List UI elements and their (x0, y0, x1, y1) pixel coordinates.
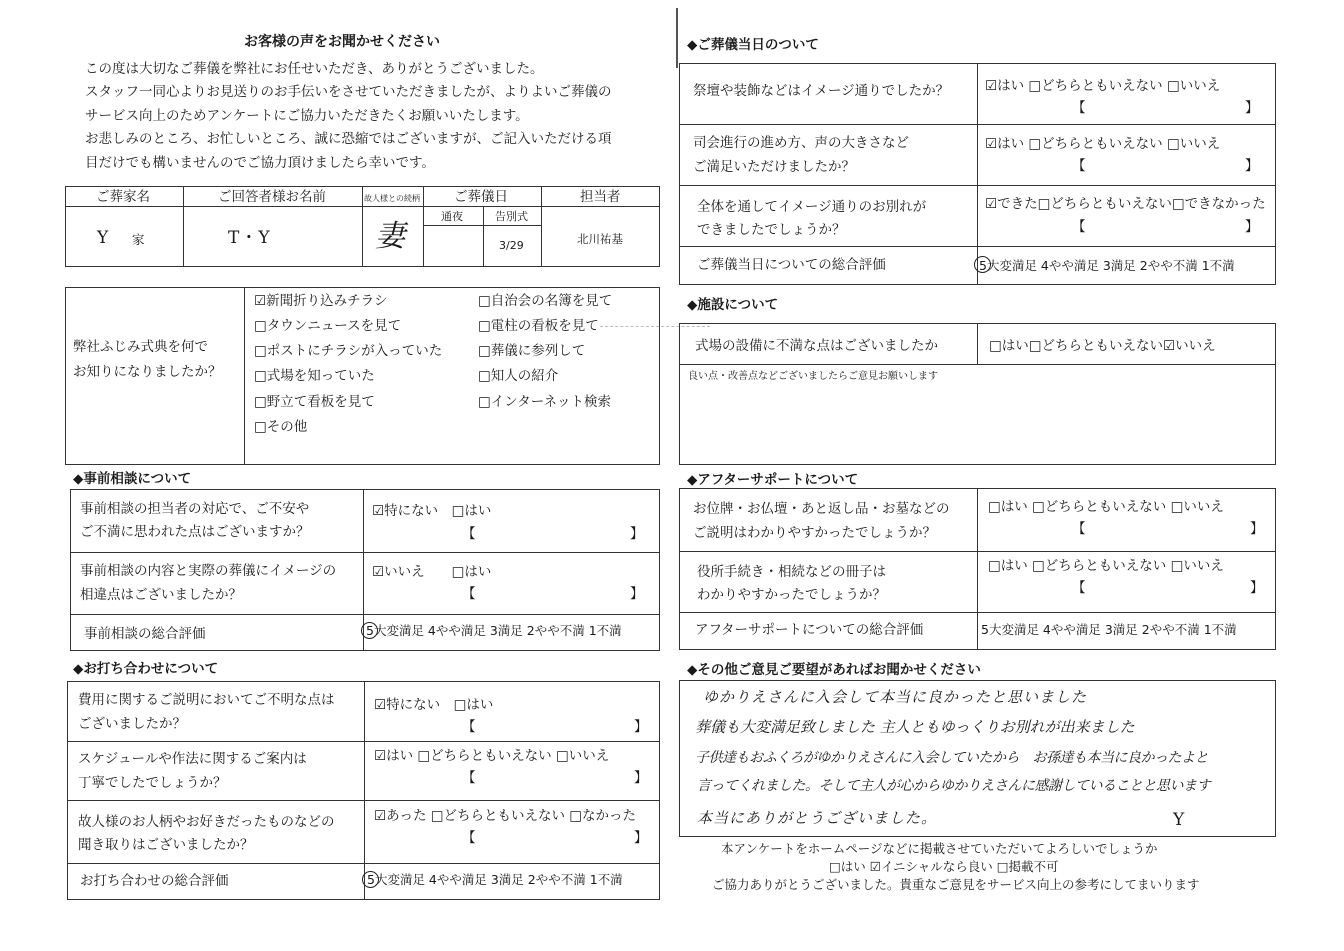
bracket-open: 【 (462, 586, 476, 602)
bracket-open: 【 (462, 526, 476, 542)
intro-line: 目だけでも構いませんのでご協力頂けましたら幸いです。 (85, 155, 435, 171)
source-option[interactable]: □知人の紹介 (478, 368, 559, 384)
publish-question: 本アンケートをホームページなどに掲載させていただいてよろしいでしょうか (721, 841, 1158, 856)
bracket-close: 】 (634, 719, 648, 735)
bracket-open: 【 (1072, 100, 1086, 116)
thanks-note: ご協力ありがとうございました。貴重なご意見をサービス向上の参考にしてまいります (712, 877, 1200, 892)
handwritten-comment: 子供達もおふくろがゆかりえさんに入会していたから お孫達も本当に良かったよと (695, 750, 1208, 766)
source-question: お知りになりましたか？ (73, 364, 222, 380)
source-option[interactable]: ☑新聞折り込みチラシ (254, 293, 388, 309)
after-heading: ◆アフターサポートについて (687, 472, 859, 488)
bracket-close: 】 (1250, 580, 1264, 596)
bracket-open: 【 (462, 719, 476, 735)
after-q3-answer[interactable]: 5大変満足 4やや満足 3満足 2やや不満 1不満 (981, 622, 1237, 637)
bracket-close: 】 (630, 526, 644, 542)
consult-heading: ◆事前相談について (73, 471, 192, 487)
facility-note: 良い点・改善点などございましたらご意見お願いします (688, 371, 938, 382)
farewell-header: 告別式 (495, 210, 528, 223)
wake-header: 通夜 (441, 210, 463, 223)
day-q1: 祭壇や装飾などはイメージ通りでしたか？ (693, 83, 950, 99)
bracket-close: 】 (1250, 521, 1264, 537)
consult-q3-answer[interactable]: 5大変満足 4やや満足 3満足 2やや不満 1不満 (366, 623, 622, 638)
intro-line: サービス向上のためアンケートにご協力いただきたくお願いいたします。 (85, 108, 529, 124)
relation-header: 故人様との続柄 (364, 194, 420, 203)
bracket-open: 【 (462, 770, 476, 786)
facility-q1: 式場の設備に不満な点はございましたか (695, 338, 938, 354)
family-name-value: Y (97, 228, 110, 248)
after-q2: 役所手続き・相続などの冊子は (697, 564, 886, 580)
after-q2-answer[interactable]: □はい □どちらともいえない □いいえ (988, 558, 1224, 574)
staff-value: 北川祐基 (577, 232, 623, 246)
day-q3: できましたでしょうか？ (697, 222, 846, 238)
bracket-close: 】 (634, 830, 648, 846)
consult-q1: ご不満に思われた点はございますか？ (80, 524, 310, 540)
survey-title: お客様の声をお聞かせください (244, 34, 440, 50)
day-q2: 司会進行の進め方、声の大きさなど (693, 135, 909, 151)
source-option[interactable]: □インターネット検索 (478, 394, 612, 410)
consult-q3: 事前相談の総合評価 (84, 626, 206, 642)
day-q1-answer[interactable]: ☑はい □どちらともいえない □いいえ (985, 78, 1221, 94)
meeting-q2-answer[interactable]: ☑はい □どちらともいえない □いいえ (374, 748, 610, 764)
source-option[interactable]: □タウンニュースを見て (254, 318, 402, 334)
day-q2-answer[interactable]: ☑はい □どちらともいえない □いいえ (985, 136, 1221, 152)
bracket-close: 】 (1245, 158, 1259, 174)
meeting-q4-answer[interactable]: 5大変満足 4やや満足 3満足 2やや不満 1不満 (367, 872, 623, 887)
meeting-q1: 費用に関するご説明においてご不明な点は (78, 692, 335, 708)
meeting-q1-answer[interactable]: ☑特にない □はい (374, 697, 494, 713)
after-q1: お位牌・お仏壇・あと返し品・お墓などの (693, 501, 950, 517)
consult-q2: 相違点はございましたか？ (80, 587, 242, 603)
day-q2: ご満足いただけましたか？ (693, 159, 855, 175)
bracket-close: 】 (1245, 219, 1259, 235)
bracket-open: 【 (1072, 219, 1086, 235)
bracket-open: 【 (462, 830, 476, 846)
bracket-open: 【 (1072, 580, 1086, 596)
after-q3: アフターサポートについての総合評価 (695, 622, 924, 638)
consult-q2: 事前相談の内容と実際の葬儀にイメージの (80, 563, 337, 579)
bracket-close: 】 (634, 770, 648, 786)
source-option[interactable]: □電柱の看板を見て (478, 318, 599, 334)
source-option[interactable]: □ポストにチラシが入っていた (254, 343, 443, 359)
meeting-q2: 丁寧でしたでしょうか？ (78, 775, 227, 791)
after-q1-answer[interactable]: □はい □どちらともいえない □いいえ (988, 499, 1224, 515)
farewell-value: 3/29 (499, 239, 524, 252)
source-option[interactable]: □葬儀に参列して (478, 343, 586, 359)
handwritten-comment: 葬儀も大変満足致しました 主人ともゆっくりお別れが出来ました (695, 718, 1135, 736)
respondent-header: ご回答者様お名前 (218, 189, 326, 205)
meeting-q3: 聞き取りはございましたか？ (78, 837, 254, 853)
intro-line: お悲しみのところ、お忙しいところ、誠に恐縮ではございますが、ご記入いただける項 (85, 131, 612, 147)
after-q1: ご説明はわかりやすかったでしょうか？ (693, 525, 936, 541)
family-name-suffix: 家 (132, 232, 145, 247)
source-option[interactable]: □その他 (254, 419, 308, 435)
consult-q1: 事前相談の担当者の対応で、ご不安や (80, 501, 310, 517)
meeting-q4: お打ち合わせの総合評価 (80, 873, 229, 889)
bracket-close: 】 (630, 586, 644, 602)
other-heading: ◆その他ご意見ご要望があればお聞かせください (687, 662, 981, 678)
meeting-q3-answer[interactable]: ☑あった □どちらともいえない □なかった (374, 808, 637, 824)
staff-header: 担当者 (580, 189, 621, 205)
respondent-value: T・Y (228, 228, 271, 248)
source-question: 弊社ふじみ式典を何で (73, 339, 208, 355)
day-q3: 全体を通してイメージ通りのお別れが (697, 199, 927, 215)
after-q2: わかりやすかったでしょうか？ (697, 587, 886, 603)
publish-options[interactable]: □はい ☑イニシャルなら良い □掲載不可 (829, 859, 1059, 874)
handwritten-comment: 言ってくれました。そして主人が心からゆかりえさんに感謝していることと思います (697, 778, 1210, 794)
handwritten-comment: ゆかりえさんに入会して本当に良かったと思いました (703, 688, 1088, 706)
facility-q1-answer[interactable]: □はい□どちらともいえない☑いいえ (989, 338, 1216, 354)
family-name-header: ご葬家名 (96, 189, 150, 205)
facility-heading: ◆施設について (687, 297, 779, 313)
page-fold (676, 8, 678, 68)
day-q4-answer[interactable]: 5大変満足 4やや満足 3満足 2やや不満 1不満 (979, 258, 1235, 273)
source-option[interactable]: □自治会の名簿を見て (478, 293, 613, 309)
consult-q2-answer[interactable]: ☑いいえ □はい (372, 564, 492, 580)
meeting-q2: スケジュールや作法に関するご案内は (78, 751, 307, 767)
day-q3-answer[interactable]: ☑できた□どちらともいえない□できなかった (985, 196, 1266, 212)
meeting-q3: 故人様のお人柄やお好きだったものなどの (78, 814, 335, 830)
meeting-heading: ◆お打ち合わせについて (73, 661, 219, 677)
bracket-open: 【 (1072, 158, 1086, 174)
funeral-date-header: ご葬儀日 (454, 189, 508, 205)
intro-line: スタッフ一同心よりお見送りのお手伝いをさせていただきましたが、よりよいご葬儀の (85, 84, 612, 100)
source-option[interactable]: □野立て看板を見て (254, 394, 375, 410)
bracket-close: 】 (1245, 100, 1259, 116)
handwritten-signature: Y (1173, 810, 1186, 830)
meeting-q1: ございましたか？ (78, 716, 186, 732)
handwritten-comment: 本当にありがとうございました。 (697, 809, 938, 827)
intro-line: この度は大切なご葬儀を弊社にお任せいただき、ありがとうございました。 (85, 61, 544, 77)
bracket-open: 【 (1072, 521, 1086, 537)
day-q4: ご葬儀当日についての総合評価 (697, 257, 886, 273)
day-heading: ◆ご葬儀当日のついて (687, 37, 819, 53)
source-option[interactable]: □式場を知っていた (254, 368, 375, 384)
relation-value: 妻 (375, 219, 406, 254)
consult-q1-answer[interactable]: ☑特にない □はい (372, 503, 492, 519)
